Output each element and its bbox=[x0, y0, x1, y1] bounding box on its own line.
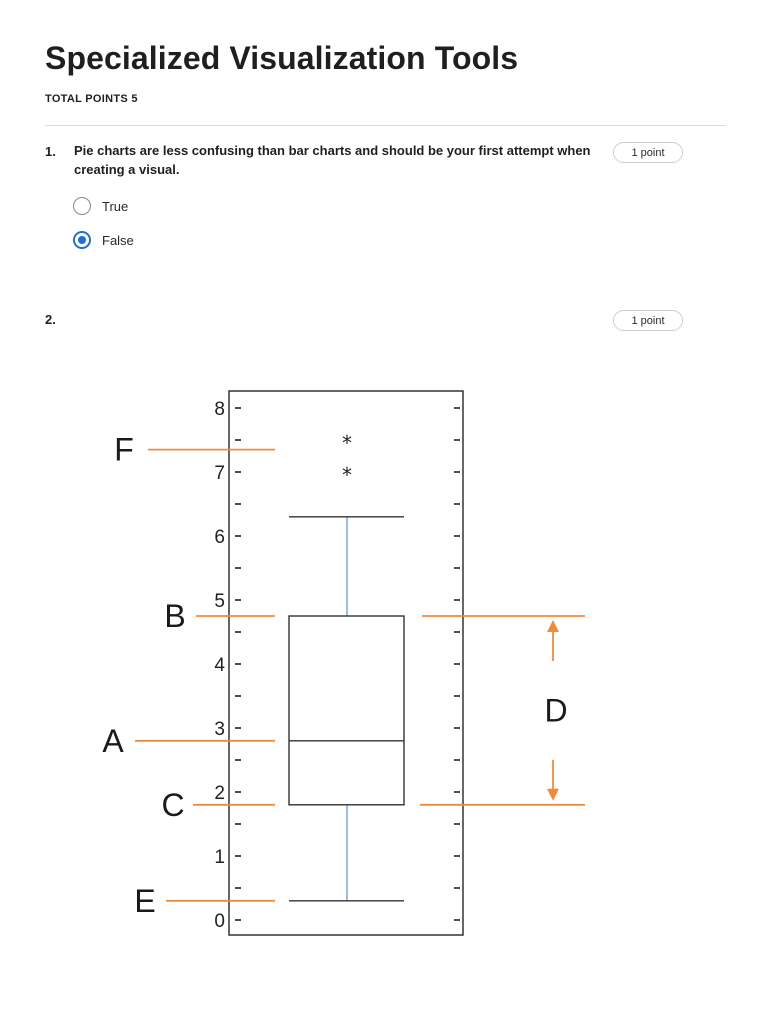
radio-false-selected[interactable] bbox=[73, 231, 91, 249]
y-tick-label: 6 bbox=[214, 527, 225, 548]
question-1-text: Pie charts are less confusing than bar charts and should be your first attempt when creating a visual. bbox=[74, 143, 591, 177]
range-arrow-down-head bbox=[547, 789, 559, 801]
outlier-point: * bbox=[342, 463, 352, 487]
y-tick-label: 8 bbox=[214, 399, 225, 420]
question-1-points-badge: 1 point bbox=[613, 142, 683, 163]
option-true-label: True bbox=[102, 198, 129, 214]
annotation-label-e: E bbox=[134, 882, 156, 919]
header-divider bbox=[45, 125, 726, 126]
box-iqr bbox=[289, 616, 404, 805]
question-2-points-badge: 1 point bbox=[613, 310, 683, 331]
question-1-number: 1. bbox=[45, 144, 56, 159]
y-tick-label: 4 bbox=[214, 655, 225, 676]
range-arrow-up-head bbox=[547, 620, 559, 632]
option-true[interactable] bbox=[73, 197, 128, 215]
annotation-label-b: B bbox=[164, 598, 186, 634]
total-points: TOTAL POINTS 5 bbox=[45, 93, 138, 105]
range-label-d: D bbox=[544, 692, 568, 729]
y-tick-label: 0 bbox=[214, 911, 225, 932]
y-tick-label: 7 bbox=[214, 463, 225, 484]
option-false[interactable] bbox=[73, 231, 134, 249]
page-title: Specialized Visualization Tools bbox=[45, 40, 519, 76]
outlier-point: * bbox=[342, 431, 352, 455]
annotation-label-c: C bbox=[161, 786, 185, 823]
box-plot-figure bbox=[0, 380, 768, 980]
annotation-label-f: F bbox=[114, 431, 134, 468]
y-tick-label: 2 bbox=[214, 783, 225, 804]
annotation-label-a: A bbox=[102, 722, 124, 759]
y-tick-label: 5 bbox=[214, 591, 225, 612]
option-false-label: False bbox=[102, 232, 134, 248]
y-tick-label: 1 bbox=[214, 847, 225, 868]
question-2-number: 2. bbox=[45, 312, 56, 327]
radio-true[interactable] bbox=[73, 197, 91, 215]
y-tick-label: 3 bbox=[214, 719, 225, 740]
